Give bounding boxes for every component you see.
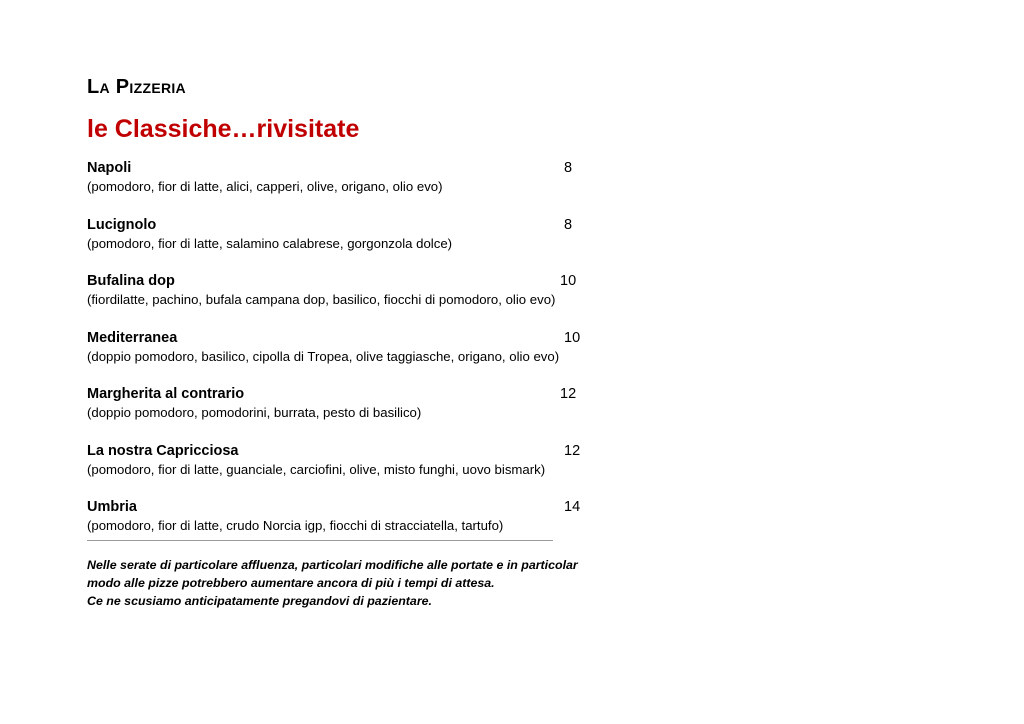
- item-price: 8: [564, 160, 573, 176]
- item-price: 12: [560, 386, 577, 402]
- pizza-list: [87, 158, 647, 554]
- item-name: Margherita al contrario: [87, 386, 245, 402]
- item-description: (doppio pomodoro, pomodorini, burrata, pesto di basilico): [87, 405, 422, 420]
- notice-line: Nelle serate di particolare affluenza, particolari modifiche alle portate e in particolar: [87, 558, 578, 572]
- menu-item-margherita-al-contrario: [87, 384, 647, 441]
- item-description: (doppio pomodoro, basilico, cipolla di Tropea, olive taggiasche, origano, olio evo): [87, 348, 560, 364]
- item-price: 12: [564, 442, 581, 459]
- menu-item-la-nostra-capricciosa: [87, 441, 647, 498]
- menu-item-mediterranea: [87, 328, 647, 385]
- menu-item-umbria: [87, 497, 647, 554]
- item-name: Bufalina dop: [87, 273, 175, 289]
- item-name: Lucignolo: [87, 216, 157, 233]
- item-price: 10: [564, 329, 581, 346]
- item-name: Umbria: [87, 499, 137, 515]
- item-description: (pomodoro, fior di latte, guanciale, carciofini, olive, misto funghi, uovo bismark): [87, 461, 546, 477]
- item-price: 14: [564, 499, 581, 515]
- item-name: Napoli: [87, 160, 132, 176]
- restaurant-name: La Pizzeria: [87, 76, 186, 98]
- notice-line: modo alle pizze potrebbero aumentare ancora di più i tempi di attesa.: [87, 576, 495, 590]
- menu-item-napoli: [87, 158, 647, 215]
- item-price: 8: [564, 216, 573, 233]
- item-description: (pomodoro, fior di latte, alici, capperi, olive, origano, olio evo): [87, 179, 443, 194]
- waiting-time-notice: [87, 556, 578, 610]
- menu-item-bufalina-dop: [87, 271, 647, 328]
- item-description: (pomodoro, fior di latte, crudo Norcia igp, fiocchi di stracciatella, tartufo): [87, 518, 504, 533]
- item-name: Mediterranea: [87, 329, 178, 346]
- section-title: le Classiche…rivisitate: [87, 115, 360, 143]
- section-divider: [87, 540, 553, 541]
- item-price: 10: [560, 273, 577, 289]
- item-description: (pomodoro, fior di latte, salamino calabrese, gorgonzola dolce): [87, 235, 453, 251]
- notice-line: Ce ne scusiamo anticipatamente pregandovi di pazientare.: [87, 594, 432, 608]
- item-description: (fiordilatte, pachino, bufala campana dop, basilico, fiocchi di pomodoro, olio evo): [87, 292, 556, 307]
- menu-page: [87, 74, 647, 608]
- menu-item-lucignolo: [87, 215, 647, 272]
- item-name: La nostra Capricciosa: [87, 442, 239, 459]
